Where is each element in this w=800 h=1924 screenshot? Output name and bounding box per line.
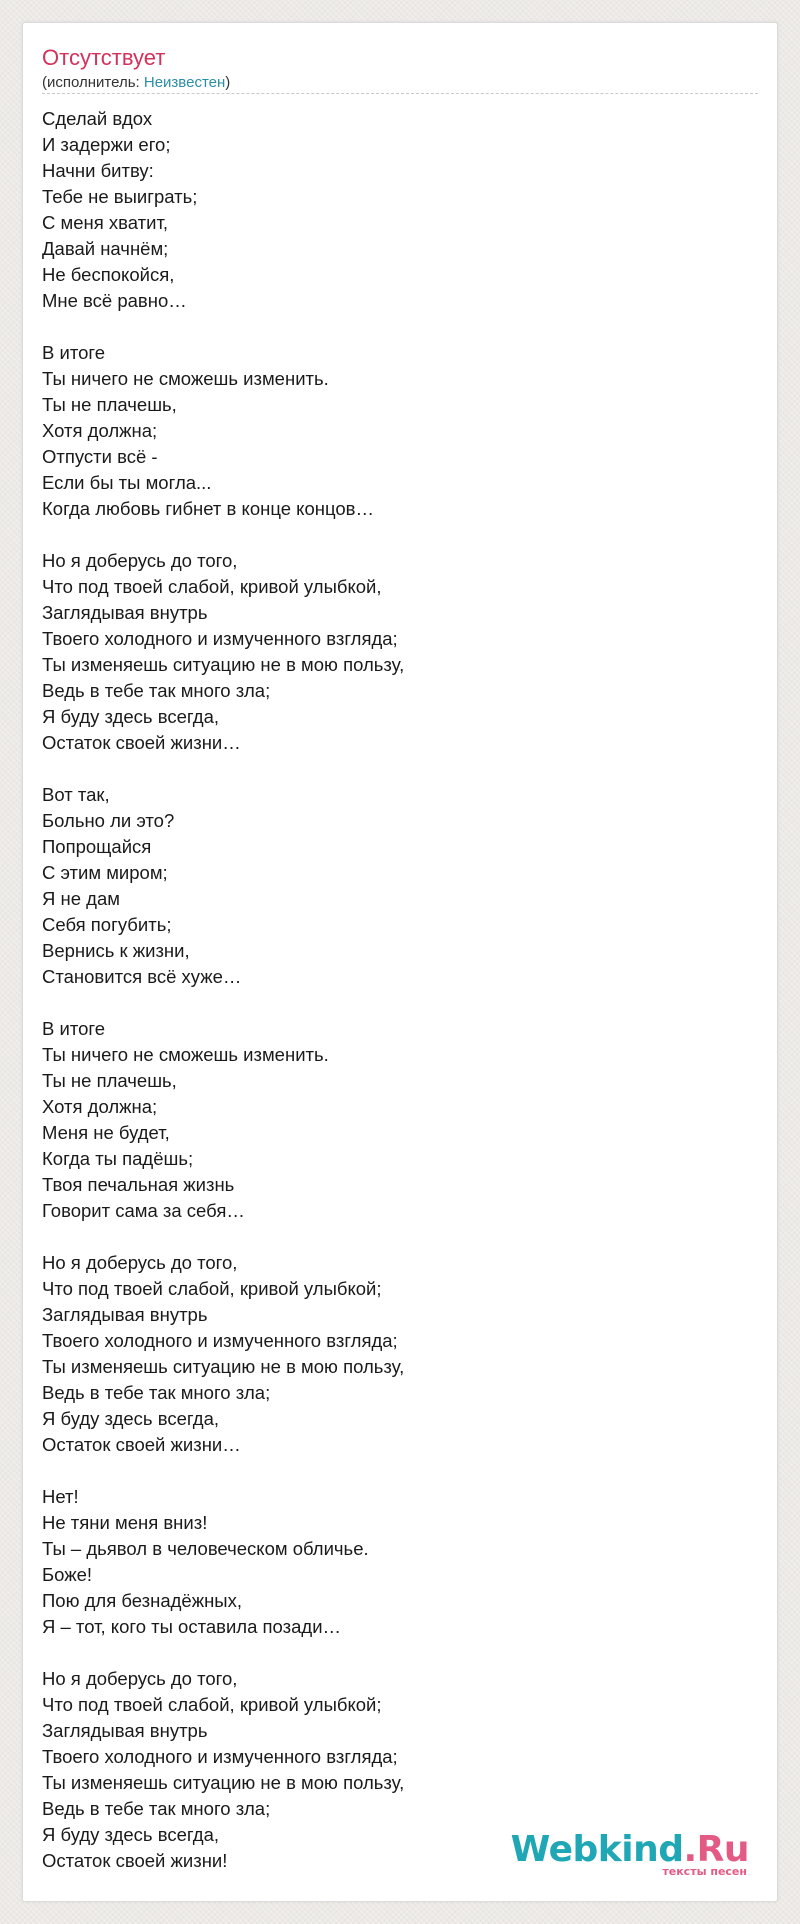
lyrics-line: Что под твоей слабой, кривой улыбкой, — [42, 576, 382, 597]
lyrics-line: Что под твоей слабой, кривой улыбкой; — [42, 1694, 382, 1715]
logo-wordmark — [511, 1829, 749, 1870]
lyrics-line: Ты не плачешь, — [42, 1070, 177, 1091]
lyrics-stanza — [42, 106, 758, 314]
lyrics-line: Ты ничего не сможешь изменить. — [42, 368, 329, 389]
artist-link[interactable]: Неизвестен — [143, 74, 226, 91]
lyrics-line: Но я доберусь до того, — [42, 1252, 238, 1273]
lyrics-line: Отпусти всё - — [42, 446, 158, 467]
lyrics-line: С меня хватит, — [42, 212, 169, 233]
lyrics-line: Твоего холодного и измученного взгляда; — [42, 1746, 398, 1767]
lyrics-line: Я – тот, кого ты оставила позади… — [42, 1616, 342, 1637]
lyrics-line: Начни битву: — [42, 160, 154, 181]
lyrics-stanza — [42, 1016, 758, 1224]
logo-main-text: Webkind — [510, 1829, 684, 1870]
lyrics-line: Ты изменяешь ситуацию не в мою пользу, — [42, 1356, 405, 1377]
lyrics-line: Вернись к жизни, — [42, 940, 190, 961]
lyrics-line: Ведь в тебе так много зла; — [42, 1798, 271, 1819]
song-title: Отсутствует — [42, 45, 166, 70]
lyrics-line: Ведь в тебе так много зла; — [42, 1382, 271, 1403]
logo-tagline: тексты песен — [662, 1865, 747, 1878]
lyrics-line: И задержи его; — [42, 134, 171, 155]
lyrics-line: Но я доберусь до того, — [42, 1668, 238, 1689]
lyrics-line: Тебе не выиграть; — [42, 186, 198, 207]
lyrics-line: Я буду здесь всегда, — [42, 1824, 219, 1845]
lyrics-line: С этим миром; — [42, 862, 168, 883]
lyrics-line: Твоего холодного и измученного взгляда; — [42, 628, 398, 649]
lyrics-line: Ты не плачешь, — [42, 394, 177, 415]
lyrics-line: Себя погубить; — [42, 914, 172, 935]
lyrics-line: Больно ли это? — [42, 810, 175, 831]
lyrics-line: Мне всё равно… — [42, 290, 187, 311]
lyrics-line: Что под твоей слабой, кривой улыбкой; — [42, 1278, 382, 1299]
lyrics-body — [42, 106, 758, 1874]
lyrics-line: Заглядывая внутрь — [42, 602, 208, 623]
lyrics-line: Боже! — [42, 1564, 93, 1585]
lyrics-line: В итоге — [42, 1018, 105, 1039]
lyrics-line: Попрощайся — [42, 836, 152, 857]
lyrics-line: Когда ты падёшь; — [42, 1148, 194, 1169]
lyrics-line: Вот так, — [42, 784, 110, 805]
song-header — [42, 45, 758, 92]
lyrics-line: Я буду здесь всегда, — [42, 1408, 219, 1429]
lyrics-line: Твоего холодного и измученного взгляда; — [42, 1330, 398, 1351]
lyrics-line: Ты – дьявол в человеческом обличье. — [42, 1538, 369, 1559]
lyrics-line: Хотя должна; — [42, 420, 158, 441]
lyrics-line: Ты ничего не сможешь изменить. — [42, 1044, 329, 1065]
lyrics-line: Заглядывая внутрь — [42, 1304, 208, 1325]
lyrics-line: Пою для безнадёжных, — [42, 1590, 242, 1611]
lyrics-line: Не тяни меня вниз! — [42, 1512, 208, 1533]
lyrics-line: Твоя печальная жизнь — [42, 1174, 235, 1195]
logo-domain-text: .Ru — [683, 1829, 749, 1870]
lyrics-line: Становится всё хуже… — [42, 966, 242, 987]
lyrics-stanza — [42, 340, 758, 522]
lyrics-line: Но я доберусь до того, — [42, 550, 238, 571]
lyrics-line: Ты изменяешь ситуацию не в мою пользу, — [42, 654, 405, 675]
lyrics-line: Давай начнём; — [42, 238, 169, 259]
lyrics-line: Хотя должна; — [42, 1096, 158, 1117]
artist-prefix: (исполнитель: — [42, 74, 144, 91]
lyrics-line: Когда любовь гибнет в конце концов… — [42, 498, 374, 519]
lyrics-stanza — [42, 782, 758, 990]
lyrics-line: Не беспокойся, — [42, 264, 175, 285]
lyrics-line: Сделай вдох — [42, 108, 153, 129]
lyrics-card — [22, 22, 778, 1902]
lyrics-line: Остаток своей жизни… — [42, 732, 241, 753]
lyrics-line: Ведь в тебе так много зла; — [42, 680, 271, 701]
site-logo[interactable] — [510, 1829, 749, 1878]
lyrics-stanza — [42, 548, 758, 756]
lyrics-line: Заглядывая внутрь — [42, 1720, 208, 1741]
lyrics-line: Если бы ты могла... — [42, 472, 212, 493]
lyrics-line: Остаток своей жизни… — [42, 1434, 241, 1455]
lyrics-stanza — [42, 1484, 758, 1640]
lyrics-stanza — [42, 1250, 758, 1458]
header-divider — [42, 93, 758, 94]
lyrics-line: Я не дам — [42, 888, 120, 909]
artist-suffix: ) — [225, 74, 231, 91]
lyrics-line: Нет! — [42, 1486, 79, 1507]
lyrics-line: Остаток своей жизни! — [42, 1850, 228, 1871]
lyrics-line: В итоге — [42, 342, 105, 363]
lyrics-line: Я буду здесь всегда, — [42, 706, 219, 727]
lyrics-line: Ты изменяешь ситуацию не в мою пользу, — [42, 1772, 405, 1793]
lyrics-line: Меня не будет, — [42, 1122, 170, 1143]
artist-line — [42, 74, 758, 92]
lyrics-line: Говорит сама за себя… — [42, 1200, 245, 1221]
